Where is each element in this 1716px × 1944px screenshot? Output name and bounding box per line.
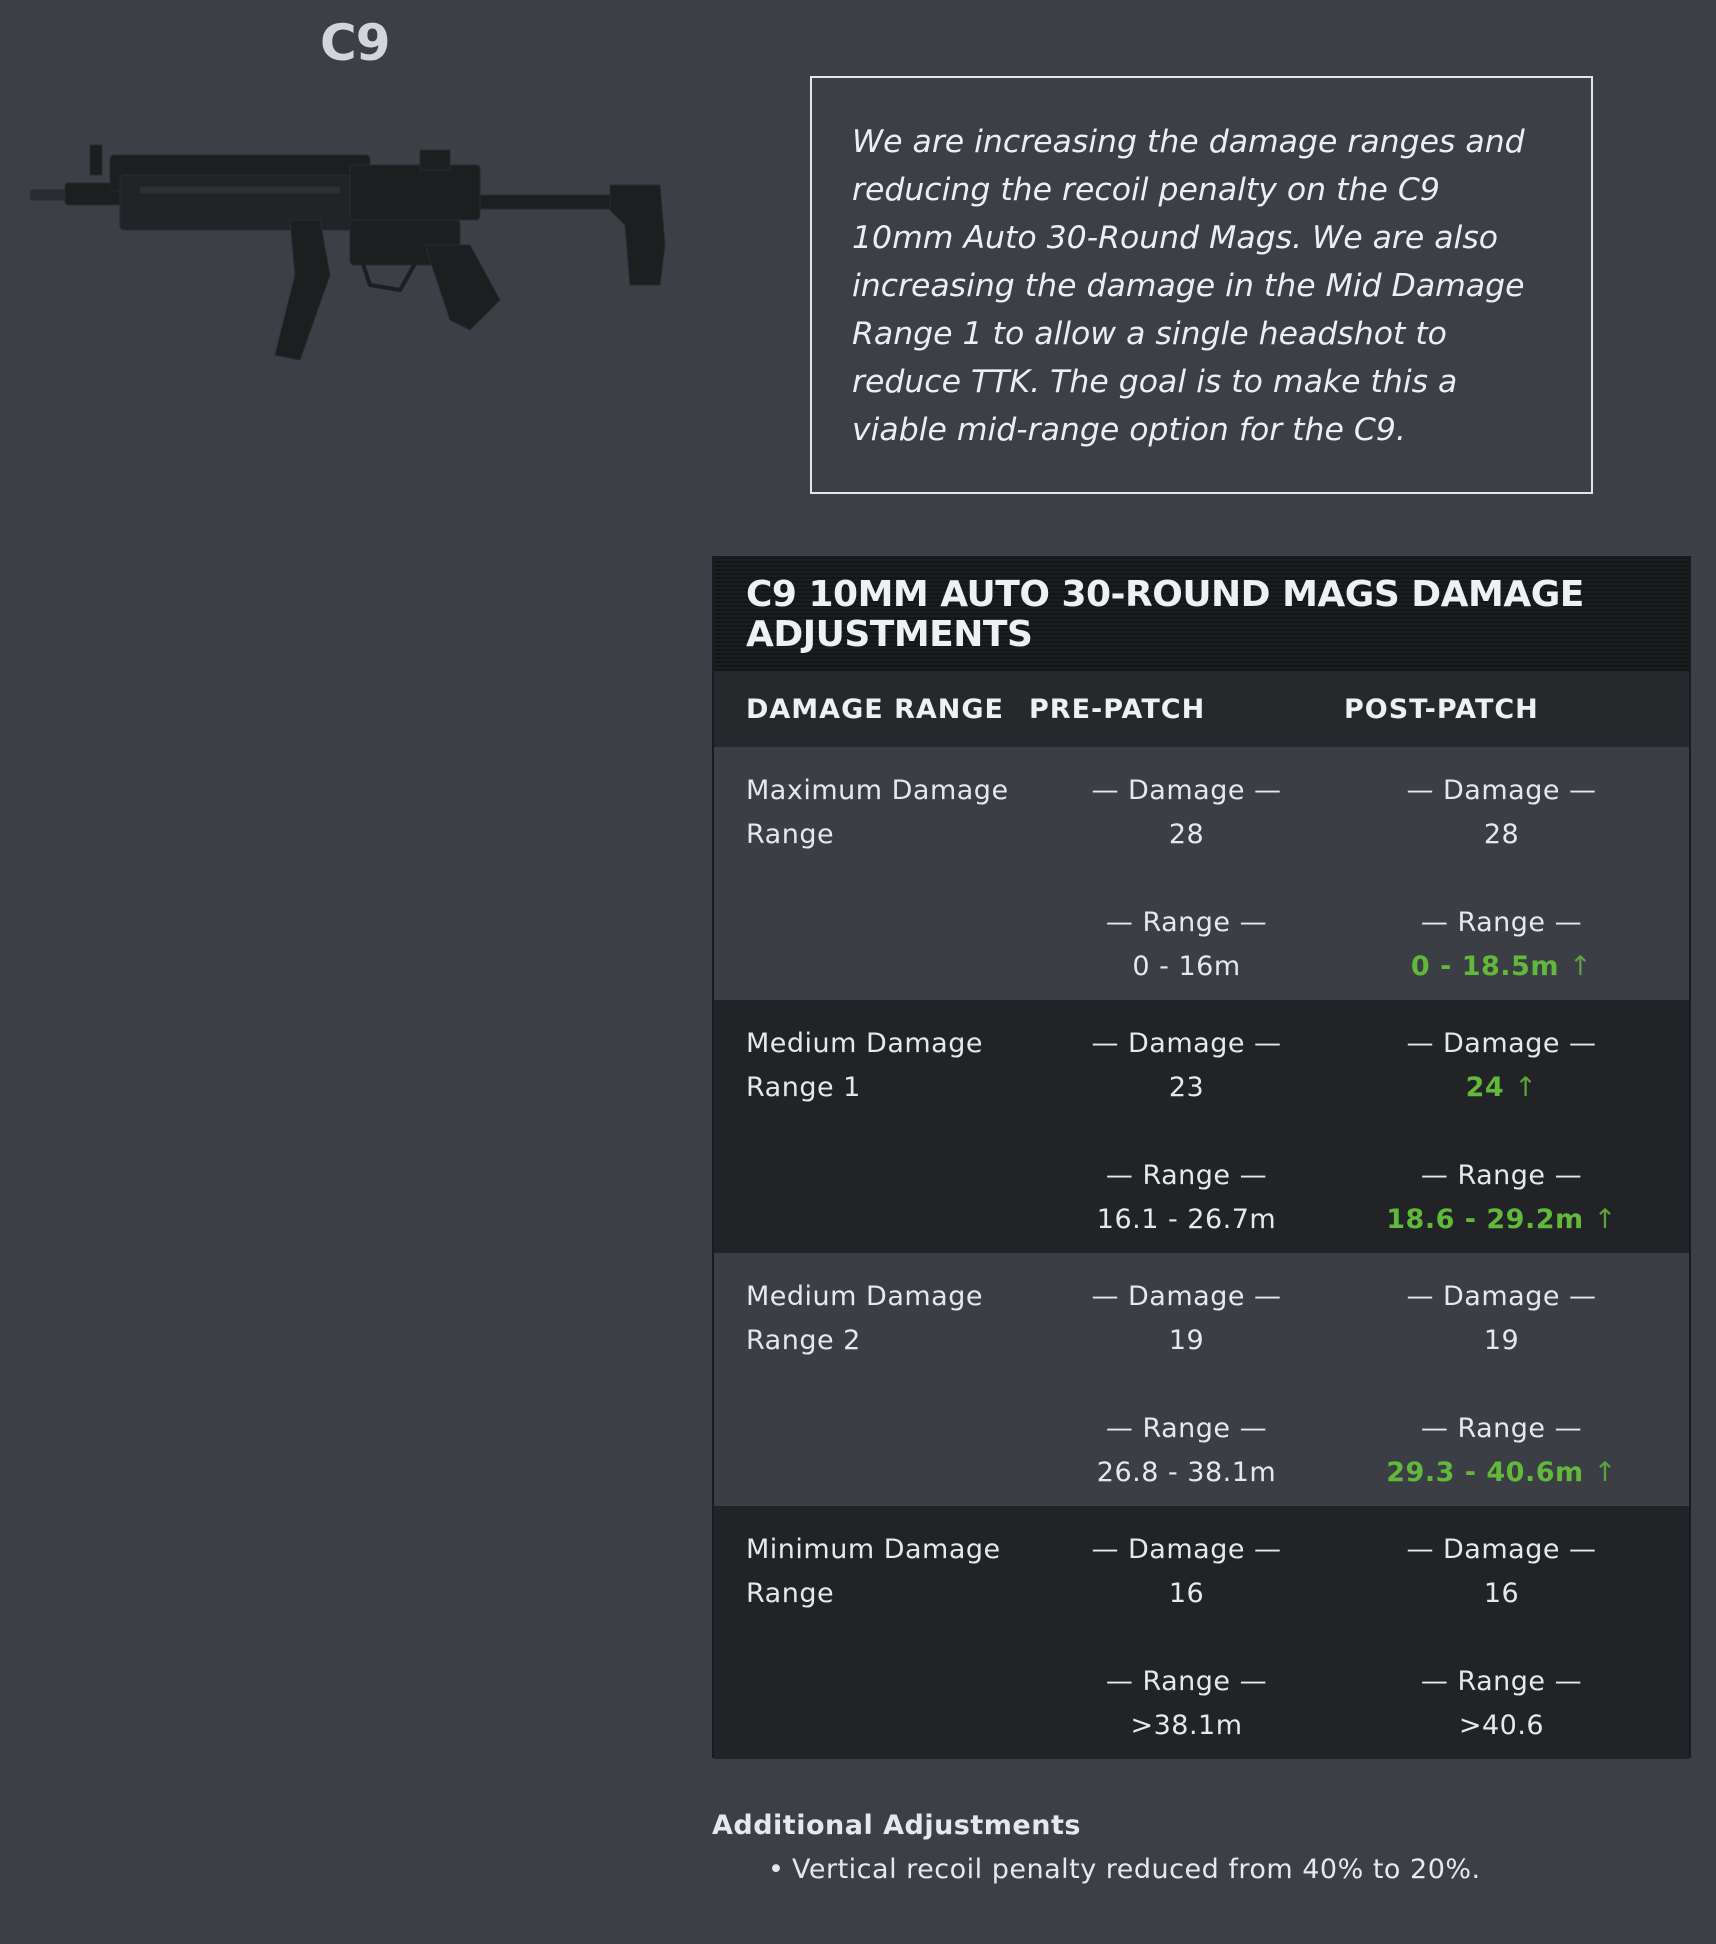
weapon-title: C9 (320, 14, 390, 72)
post-range-value (1344, 1451, 1659, 1495)
pre-range-text: 0 - 16m (1132, 951, 1241, 982)
additional-adjustments-title: Additional Adjustments (712, 1810, 1081, 1841)
range-label: — Range — (1105, 1413, 1268, 1444)
damage-label: — Damage — (1091, 775, 1282, 806)
weapon-image (30, 135, 680, 375)
header-damage-range: DAMAGE RANGE (746, 693, 1004, 725)
row-label: Minimum Damage Range (746, 1534, 1001, 1609)
range-label: — Range — (1420, 1413, 1583, 1444)
range-label: — Range — (1420, 907, 1583, 938)
row-label: Medium Damage Range 2 (746, 1281, 983, 1356)
post-damage-value (1344, 1066, 1659, 1110)
pre-damage-text: 28 (1168, 819, 1205, 850)
table-row (714, 1000, 1689, 1253)
description-box: We are increasing the damage ranges and reducing the recoil penalty on the C9 10mm Auto 30-Round Mags. We are also increasing the damage in the Mid Damage Range 1 to allow a single headshot to reduce TTK. The goal is to make this a viable mid-range option for the C9. (810, 76, 1593, 494)
row-label: Medium Damage Range 1 (746, 1028, 983, 1103)
post-damage-value (1344, 1572, 1659, 1616)
pre-patch-cell (1029, 1000, 1344, 1253)
pre-range-value (1029, 1198, 1344, 1242)
damage-label: — Damage — (1091, 1534, 1282, 1565)
pre-range-value (1029, 945, 1344, 989)
pre-damage-value (1029, 1572, 1344, 1616)
post-patch-cell (1344, 1506, 1659, 1759)
post-range-value (1344, 1704, 1659, 1748)
post-damage-text: 24 (1465, 1072, 1505, 1103)
pre-damage-text: 16 (1168, 1578, 1205, 1609)
pre-range-value (1029, 1451, 1344, 1495)
list-item: • Vertical recoil penalty reduced from 40% to 20%. (768, 1854, 1481, 1885)
post-damage-text: 19 (1483, 1325, 1520, 1356)
pre-damage-value (1029, 813, 1344, 857)
pre-damage-text: 19 (1168, 1325, 1205, 1356)
up-arrow-icon: ↑ (1514, 1072, 1538, 1103)
pre-damage-value (1029, 1319, 1344, 1363)
pre-patch-cell (1029, 747, 1344, 1000)
table-row (714, 1506, 1689, 1759)
list-item-text: Vertical recoil penalty reduced from 40% to 20%. (792, 1854, 1481, 1885)
post-range-value (1344, 1198, 1659, 1242)
pre-range-text: >38.1m (1130, 1710, 1243, 1741)
post-damage-value (1344, 1319, 1659, 1363)
damage-label: — Damage — (1406, 1028, 1597, 1059)
pre-damage-value (1029, 1066, 1344, 1110)
post-range-text: 29.3 - 40.6m (1386, 1457, 1584, 1488)
damage-label: — Damage — (1091, 1028, 1282, 1059)
post-damage-text: 28 (1483, 819, 1520, 850)
damage-table (712, 556, 1691, 1758)
pre-patch-cell (1029, 1506, 1344, 1759)
header-post-patch: POST-PATCH (1344, 693, 1539, 725)
row-label: Maximum Damage Range (746, 775, 1009, 850)
pre-range-value (1029, 1704, 1344, 1748)
post-range-value (1344, 945, 1659, 989)
pre-range-text: 16.1 - 26.7m (1096, 1204, 1277, 1235)
header-pre-patch: PRE-PATCH (1029, 693, 1206, 725)
table-row (714, 747, 1689, 1000)
range-label: — Range — (1420, 1160, 1583, 1191)
damage-label: — Damage — (1406, 1281, 1597, 1312)
up-arrow-icon: ↑ (1568, 951, 1593, 982)
table-title: C9 10MM AUTO 30-ROUND MAGS DAMAGE ADJUSTMENTS (714, 558, 1689, 671)
range-label: — Range — (1105, 907, 1268, 938)
additional-adjustments-list (768, 1854, 1481, 1885)
post-patch-cell (1344, 1000, 1659, 1253)
post-patch-cell (1344, 747, 1659, 1000)
up-arrow-icon: ↑ (1593, 1204, 1617, 1235)
up-arrow-icon: ↑ (1593, 1457, 1617, 1488)
post-patch-cell (1344, 1253, 1659, 1506)
pre-patch-cell (1029, 1253, 1344, 1506)
damage-label: — Damage — (1406, 1534, 1597, 1565)
damage-label: — Damage — (1091, 1281, 1282, 1312)
range-label: — Range — (1105, 1666, 1268, 1697)
pre-damage-text: 23 (1168, 1072, 1205, 1103)
table-row (714, 1253, 1689, 1506)
damage-label: — Damage — (1406, 775, 1597, 806)
post-range-text: 0 - 18.5m (1410, 951, 1559, 982)
table-header (714, 671, 1689, 747)
post-range-text: >40.6 (1458, 1710, 1545, 1741)
post-damage-value (1344, 813, 1659, 857)
range-label: — Range — (1420, 1666, 1583, 1697)
range-label: — Range — (1105, 1160, 1268, 1191)
post-damage-text: 16 (1483, 1578, 1520, 1609)
post-range-text: 18.6 - 29.2m (1386, 1204, 1584, 1235)
pre-range-text: 26.8 - 38.1m (1096, 1457, 1277, 1488)
